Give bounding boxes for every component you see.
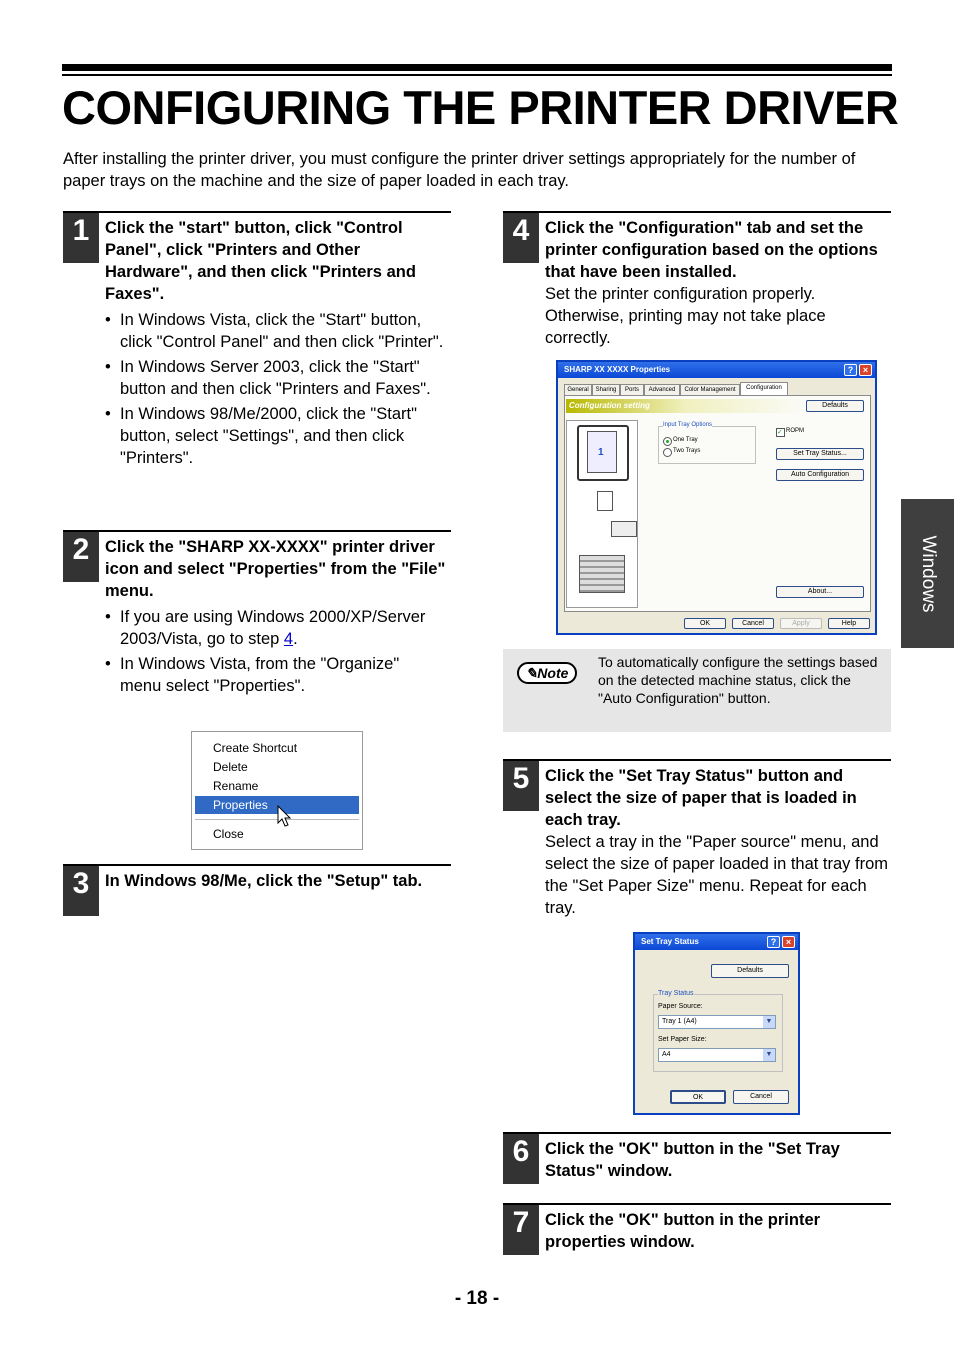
step-2 — [63, 530, 451, 730]
step-number: 4 — [503, 213, 539, 263]
step-rule — [503, 1132, 891, 1134]
tray-number: 1 — [598, 447, 604, 458]
side-tab-label: Windows — [917, 534, 939, 613]
paper-sheet — [587, 431, 617, 473]
step-heading: Click the "Configuration" tab and set the printer configuration based on the options that have been installed. — [545, 219, 878, 281]
step-heading: Click the "OK" button in the "Set Tray Status" window. — [545, 1140, 840, 1180]
note-text: To automatically configure the settings based on the detected machine status, click the "Auto Configuration" button. — [598, 654, 878, 706]
cancel-button[interactable]: Cancel — [733, 1090, 789, 1104]
step-rule — [503, 1203, 891, 1205]
dialog-title: Set Tray Status — [641, 937, 699, 946]
ropm-label: ROPM — [786, 428, 804, 434]
radio-two-trays-label: Two Trays — [673, 448, 701, 454]
tray-status-group — [653, 990, 783, 1072]
intro-paragraph: After installing the printer driver, you must configure the printer driver settings appropriately for the number of paper trays on the machine and the size of paper loaded in each tray. — [63, 150, 856, 190]
paper-size-value: A4 — [662, 1051, 671, 1058]
apply-button[interactable]: Apply — [780, 618, 822, 629]
paper-source-select[interactable] — [658, 1015, 776, 1029]
step-1 — [63, 211, 451, 511]
step-rule — [63, 530, 451, 532]
printer-properties-dialog — [556, 360, 877, 635]
printer-machine-icon — [579, 555, 625, 593]
list-item: • In Windows Server 2003, click the "Start" button and then click "Printers and Faxes". — [105, 356, 451, 400]
note-badge-label: Note — [537, 665, 569, 681]
page-number: - 18 - — [454, 1288, 500, 1309]
help-icon[interactable]: ? — [844, 364, 857, 376]
step-heading: Click the "start" button, click "Control Panel", click "Printers and Other Hardware", and then click "Printers and Faxes". — [105, 219, 416, 303]
tab-configuration[interactable]: Configuration — [740, 382, 788, 395]
defaults-button[interactable]: Defaults — [711, 964, 789, 978]
set-tray-status-button[interactable]: Set Tray Status... — [776, 448, 864, 460]
ok-button[interactable]: OK — [670, 1090, 726, 1104]
mouse-cursor-icon — [277, 805, 291, 829]
close-icon[interactable]: × — [859, 364, 872, 376]
chevron-down-icon: ▼ — [763, 1016, 775, 1028]
step-number: 7 — [503, 1205, 539, 1255]
context-menu — [191, 731, 363, 850]
step-heading: In Windows 98/Me, click the "Setup" tab. — [105, 872, 423, 890]
radio-one-tray-label: One Tray — [673, 437, 698, 443]
defaults-button[interactable]: Defaults — [806, 400, 864, 412]
step-description: Set the printer configuration properly. Otherwise, printing may not take place correctly. — [545, 285, 826, 347]
step-number: 6 — [503, 1134, 539, 1184]
help-button[interactable]: Help — [828, 618, 870, 629]
menu-item-rename[interactable]: Rename — [213, 779, 259, 793]
radio-one-tray[interactable] — [663, 437, 672, 446]
step-4 — [503, 211, 891, 351]
group-label: Input Tray Options — [663, 422, 713, 428]
step-heading: Click the "SHARP XX-XXXX" printer driver icon and select "Properties" from the "File" menu. — [105, 538, 446, 600]
step-4-link[interactable]: 4 — [283, 630, 294, 648]
top-rule-thick — [62, 64, 892, 71]
step-heading: Click the "Set Tray Status" button and select the size of paper that is loaded in each tray. — [545, 767, 857, 829]
tab-general[interactable]: General — [564, 384, 592, 395]
menu-item-create-shortcut[interactable]: Create Shortcut — [213, 741, 298, 755]
list-item: • In Windows Vista, from the "Organize" menu select "Properties". — [105, 653, 435, 697]
printer-preview — [566, 420, 638, 608]
step-rule — [63, 211, 451, 213]
dialog-title: SHARP XX XXXX Properties — [564, 365, 671, 374]
step-number: 1 — [63, 213, 99, 263]
top-rule-thin — [62, 74, 892, 76]
step-number: 2 — [63, 532, 99, 582]
step-bullets — [105, 606, 435, 700]
step-number: 3 — [63, 866, 99, 916]
about-button[interactable]: About... — [776, 586, 864, 598]
chevron-down-icon: ▼ — [763, 1049, 775, 1061]
auto-configuration-button[interactable]: Auto Configuration — [776, 469, 864, 481]
radio-two-trays[interactable] — [663, 448, 672, 457]
page-title: CONFIGURING THE PRINTER DRIVER — [62, 81, 899, 134]
list-item — [105, 606, 435, 650]
note-badge — [517, 662, 577, 684]
step-5 — [503, 759, 891, 929]
pencil-icon: ✎ — [525, 665, 538, 681]
step-heading: Click the "OK" button in the printer properties window. — [545, 1211, 821, 1251]
tab-ports[interactable]: Ports — [620, 384, 644, 395]
bullet-end: . — [293, 630, 298, 648]
tray-outline — [577, 425, 629, 481]
paper-source-label: Paper Source: — [658, 1003, 703, 1010]
paper-size-select[interactable] — [658, 1048, 776, 1062]
menu-item-close[interactable]: Close — [213, 827, 244, 841]
configuration-banner: Configuration setting — [566, 399, 805, 413]
step-6 — [503, 1132, 891, 1187]
set-tray-status-dialog — [633, 932, 800, 1115]
menu-item-delete[interactable]: Delete — [213, 760, 248, 774]
paper-size-label: Set Paper Size: — [658, 1036, 707, 1043]
step-description: Select a tray in the "Paper source" menu, and select the size of paper loaded in that tray from the "Set Paper Size" menu. Repeat for each tray. — [545, 833, 889, 917]
tab-sharing[interactable]: Sharing — [592, 384, 620, 395]
ok-button[interactable]: OK — [684, 618, 726, 629]
bullet-text: If you are using Windows 2000/XP/Server 2003/Vista, go to step — [120, 608, 426, 648]
paper-source-value: Tray 1 (A4) — [662, 1018, 697, 1025]
step-bullets — [105, 309, 451, 472]
list-item: • In Windows Vista, click the "Start" button, click "Control Panel" and then click "Printer". — [105, 309, 451, 353]
step-rule — [503, 759, 891, 761]
list-item: • In Windows 98/Me/2000, click the "Start" button, select "Settings", and then click "Printers". — [105, 403, 451, 469]
tab-color-management[interactable]: Color Management — [680, 384, 740, 395]
side-tab-windows — [901, 499, 954, 648]
step-7 — [503, 1203, 891, 1258]
staple-icon — [597, 491, 613, 511]
menu-item-properties[interactable]: Properties — [195, 796, 359, 814]
finisher-icon — [611, 521, 637, 537]
group-label: Tray Status — [658, 990, 694, 997]
step-3 — [63, 864, 451, 919]
dialog-titlebar — [558, 362, 875, 378]
cancel-button[interactable]: Cancel — [732, 618, 774, 629]
step-number: 5 — [503, 761, 539, 811]
ropm-checkbox[interactable]: ✓ — [776, 428, 785, 437]
help-icon[interactable]: ? — [767, 936, 780, 948]
tab-advanced[interactable]: Advanced — [644, 384, 680, 395]
step-rule — [63, 864, 451, 866]
step-rule — [503, 211, 891, 213]
note-box — [503, 649, 891, 732]
input-tray-options-group — [658, 422, 756, 464]
close-icon[interactable]: × — [782, 936, 795, 948]
